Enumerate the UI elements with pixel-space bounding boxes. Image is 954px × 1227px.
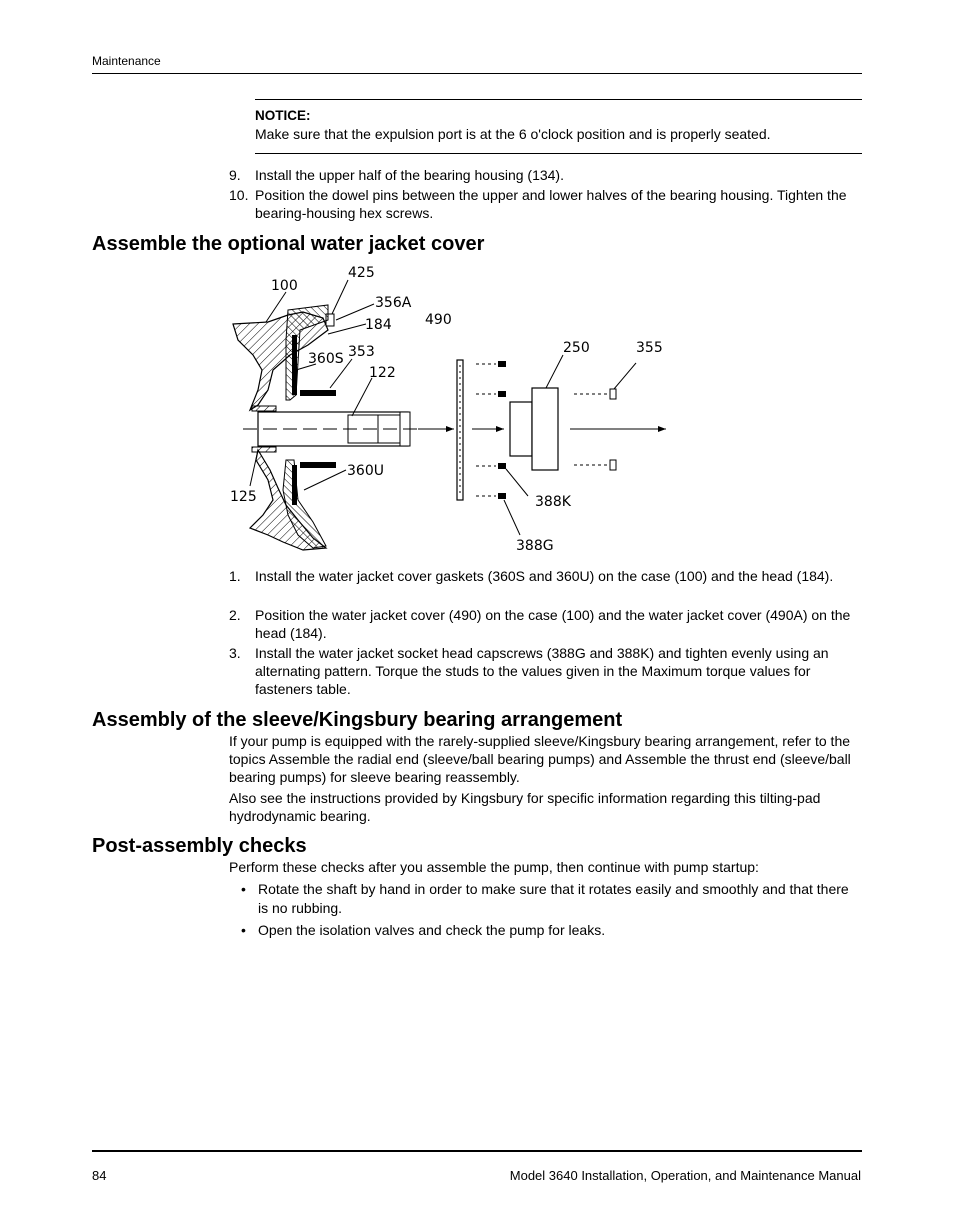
wj-step-1 [229,567,861,603]
bullet-dot: • [241,922,246,938]
gland-flange [532,388,558,470]
label-184: 184 [365,317,392,333]
post-assembly-intro: Perform these checks after you assemble the pump, then continue with pump startup: [229,859,759,875]
kingsbury-paragraph-1: If your pump is equipped with the rarely-supplied sleeve/Kingsbury bearing arrangement, refer to the topics Assemble the radial end (sleeve/ball bearing pumps) and Assemble the thrust end (sleeve/ball bearing pumps) for sleeve bearing reassembly. [229,733,851,785]
gasket-360u [292,465,297,505]
gland-250 [510,402,532,456]
bullet-text: Open the isolation valves and check the pump for leaks. [258,922,606,938]
nut-355-lower [610,460,616,470]
step-10 [229,186,861,222]
section-heading-kingsbury: Assembly of the sleeve/Kingsbury bearing arrangement [92,709,623,731]
label-388g: 388G [516,538,554,554]
page-number: 84 [92,1168,107,1183]
label-490: 490 [425,312,452,328]
step-9 [229,166,861,184]
bullet-item-2 [241,921,861,940]
label-355: 355 [636,340,663,356]
ring-125-lower [252,447,276,452]
label-425: 425 [348,265,375,281]
notice-top-rule [255,99,862,100]
section-heading-water-jacket: Assemble the optional water jacket cover [92,233,485,255]
stud-upper [300,390,336,396]
step-text: Install the water jacket cover gaskets (360S and 360U) on the case (100) and the head (184). [255,568,834,584]
step-text: Position the dowel pins between the upper and lower halves of the bearing housing. Tighten the bearing-housing hex screws. [255,187,847,221]
ring-125-upper [252,406,276,411]
step-number: 1. [229,568,241,584]
label-388k: 388K [535,494,571,510]
bullet-text: Rotate the shaft by hand in order to make sure that it rotates easily and smoothly and that there is no rubbing. [258,881,849,916]
label-125: 125 [230,489,257,505]
step-number: 9. [229,167,241,183]
notice-bottom-rule [255,153,862,154]
bullet-item-1 [241,880,861,918]
header-rule [92,73,862,74]
nut-355-upper [610,389,616,399]
step-number: 3. [229,645,241,661]
wj-step-2 [229,606,861,642]
label-353: 353 [348,344,375,360]
water-jacket-assembly-figure [228,260,678,560]
step-text: Install the water jacket socket head capscrews (388G and 388K) and tighten evenly using an alternating pattern. Torque the studs to the values given in the Maximum torque values for fasteners table. [255,645,829,697]
section-heading-post-assembly: Post-assembly checks [92,835,307,857]
label-100: 100 [271,278,298,294]
bullet-dot: • [241,881,246,897]
capscrew-group [476,361,506,499]
step-number: 10. [229,187,249,203]
label-122: 122 [369,365,396,381]
label-360u: 360U [347,463,384,479]
running-head: Maintenance [92,54,161,68]
notice-title: NOTICE: [255,108,311,123]
gasket-360s [292,335,297,395]
wj-step-3 [229,644,861,698]
label-360s: 360S [308,351,344,367]
notice-text: Make sure that the expulsion port is at the 6 o'clock position and is properly seated. [255,126,771,142]
kingsbury-paragraph-2: Also see the instructions provided by Kingsbury for specific information regarding this tilting-pad hydrodynamic bearing. [229,790,821,824]
step-number: 2. [229,607,241,623]
label-250: 250 [563,340,590,356]
manual-title: Model 3640 Installation, Operation, and Maintenance Manual [509,1168,861,1183]
footer-rule [92,1150,862,1152]
stud-lower [300,462,336,468]
label-356a: 356A [375,295,412,311]
step-text: Install the upper half of the bearing housing (134). [255,167,564,183]
step-text: Position the water jacket cover (490) on the case (100) and the water jacket cover (490A) on the head (184). [255,607,851,641]
